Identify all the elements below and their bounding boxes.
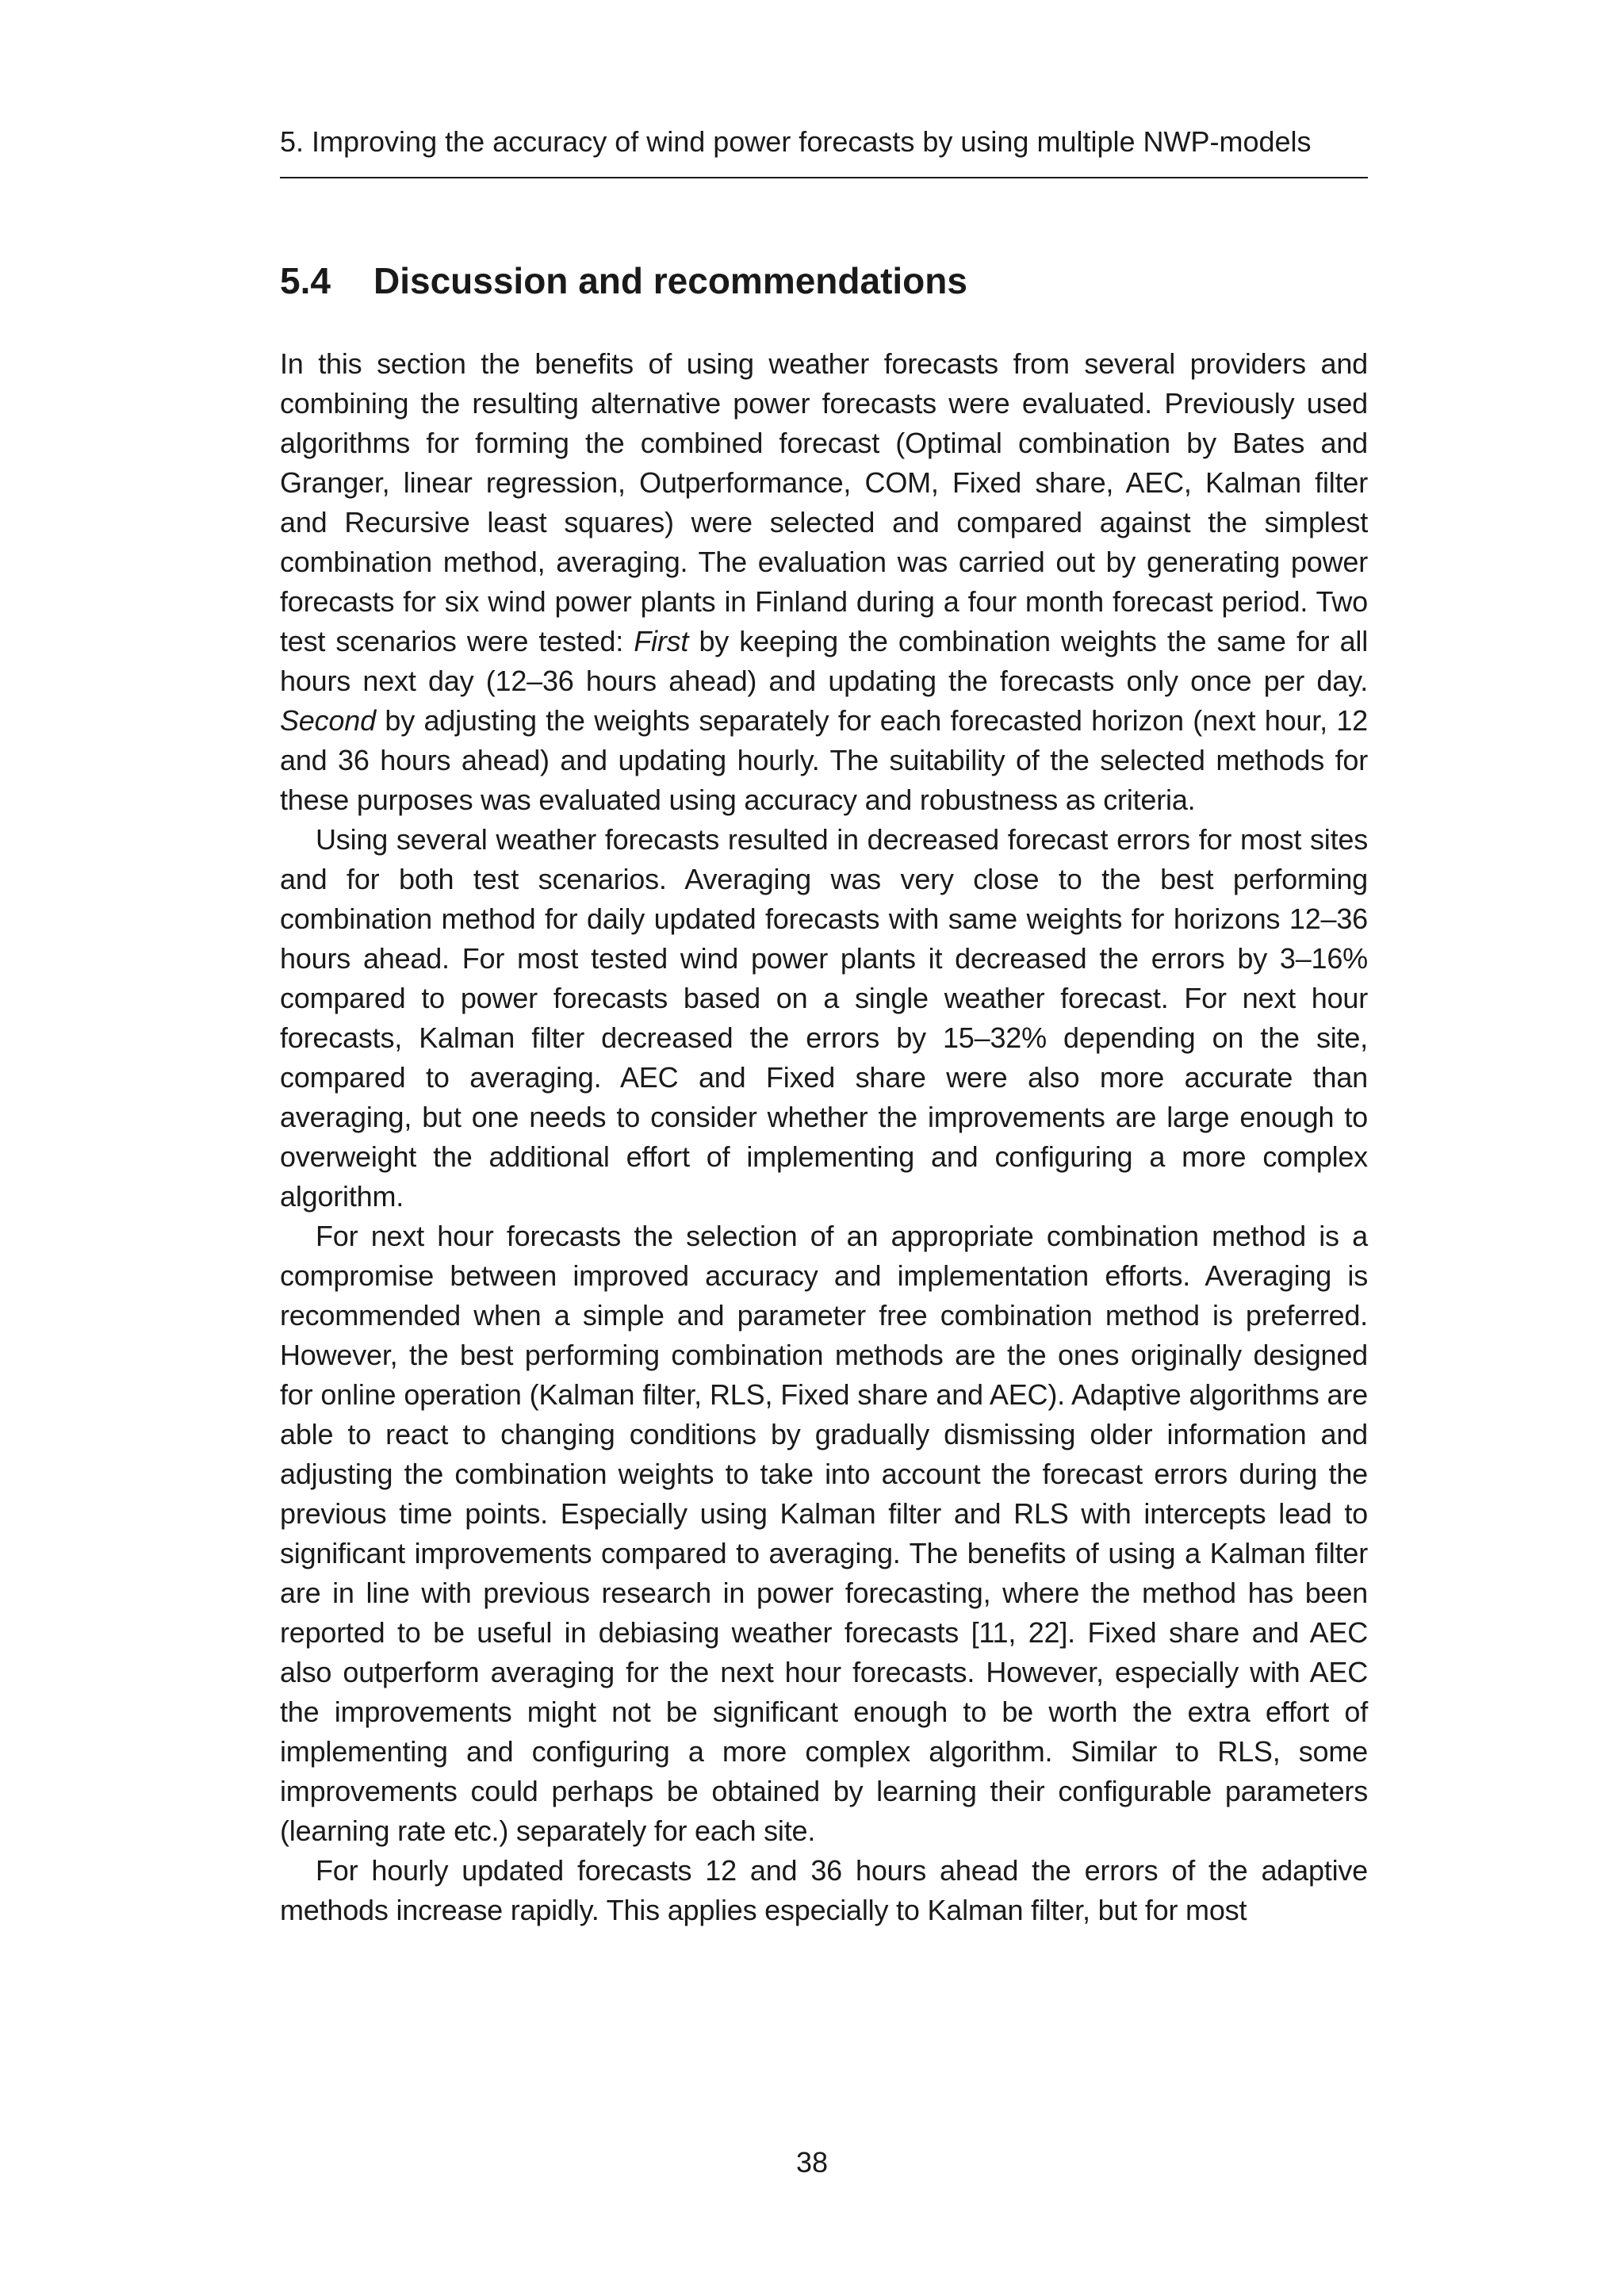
paragraph-2: Using several weather forecasts resulted in decreased forecast errors for most sites and for both test scenarios. Averaging was very close to the best performing combination method for daily updated forecasts with same weights for horizons 12–36 hours ahead. For most tested wind power plants it decreased the errors by 3–16% compared to power forecasts based on a single weather forecast. For next hour forecasts, Kalman filter decreased the errors by 15–32% depending on the site, compared to averaging. AEC and Fixed share were also more accurate than averaging, but one needs to consider whether the improvements are large enough to overweight the additional effort of implementing and configuring a more complex algorithm.	[280, 823, 1368, 1213]
section-title: Discussion and recommendations	[373, 260, 967, 301]
paragraph-1-text-a: In this section the benefits of using weather forecasts from several providers and combining the resulting alternative power forecasts were evaluated. Previously used algorithms for forming the combined forecast (Optimal combination by Bates and Granger, linear regression, Outperformance, COM, Fixed share, AEC, Kalman filter and Recursive least squares) were selected and compared against the simplest combination method, averaging. The evaluation was carried out by generating power forecasts for six wind power plants in Finland during a four month forecast period. Two test scenarios were tested:	[280, 347, 1368, 657]
paragraph-1-emphasis-second: Second	[280, 704, 376, 737]
running-header: 5. Improving the accuracy of wind power forecasts by using multiple NWP-models	[280, 125, 1312, 158]
paragraph-1-text-c: by adjusting the weights separately for each forecasted horizon (next hour, 12 and 36 hours ahead) and updating hourly. The suitability of the selected methods for these purposes was evaluated using accuracy and robustness as criteria.	[280, 704, 1368, 816]
section-number: 5.4	[280, 260, 331, 301]
paragraph-4: For hourly updated forecasts 12 and 36 hours ahead the errors of the adaptive methods increase rapidly. This applies especially to Kalman filter, but for most	[280, 1854, 1368, 1926]
paragraph-3: For next hour forecasts the selection of an appropriate combination method is a compromise between improved accuracy and implementation efforts. Averaging is recommended when a simple and parameter free combination method is preferred. However, the best performing combination methods are the ones originally designed for online operation (Kalman filter, RLS, Fixed share and AEC). Adaptive algorithms are able to react to changing conditions by gradually dismissing older information and adjusting the combination weights to take into account the forecast errors during the previous time points. Especially using Kalman filter and RLS with intercepts lead to significant improvements compared to averaging. The benefits of using a Kalman filter are in line with previous research in power forecasting, where the method has been reported to be useful in debiasing weather forecasts [11, 22]. Fixed share and AEC also outperform averaging for the next hour forecasts. However, especially with AEC the improvements might not be significant enough to be worth the extra effort of implementing and configuring a more complex algorithm. Similar to RLS, some improvements could perhaps be obtained by learning their configurable parameters (learning rate etc.) separately for each site.	[280, 1220, 1368, 1847]
paragraph-1	[280, 344, 1368, 820]
page-number: 38	[795, 2146, 829, 2178]
header-divider	[280, 177, 1368, 178]
section-heading	[280, 259, 1368, 303]
paragraph-1-emphasis-first: First	[634, 625, 689, 657]
body-text	[280, 344, 1368, 1930]
paragraph-1-text-b: by keeping the combination weights the same for all hours next day (12–36 hours ahead) and updating the forecasts only once per day.	[280, 625, 1368, 697]
